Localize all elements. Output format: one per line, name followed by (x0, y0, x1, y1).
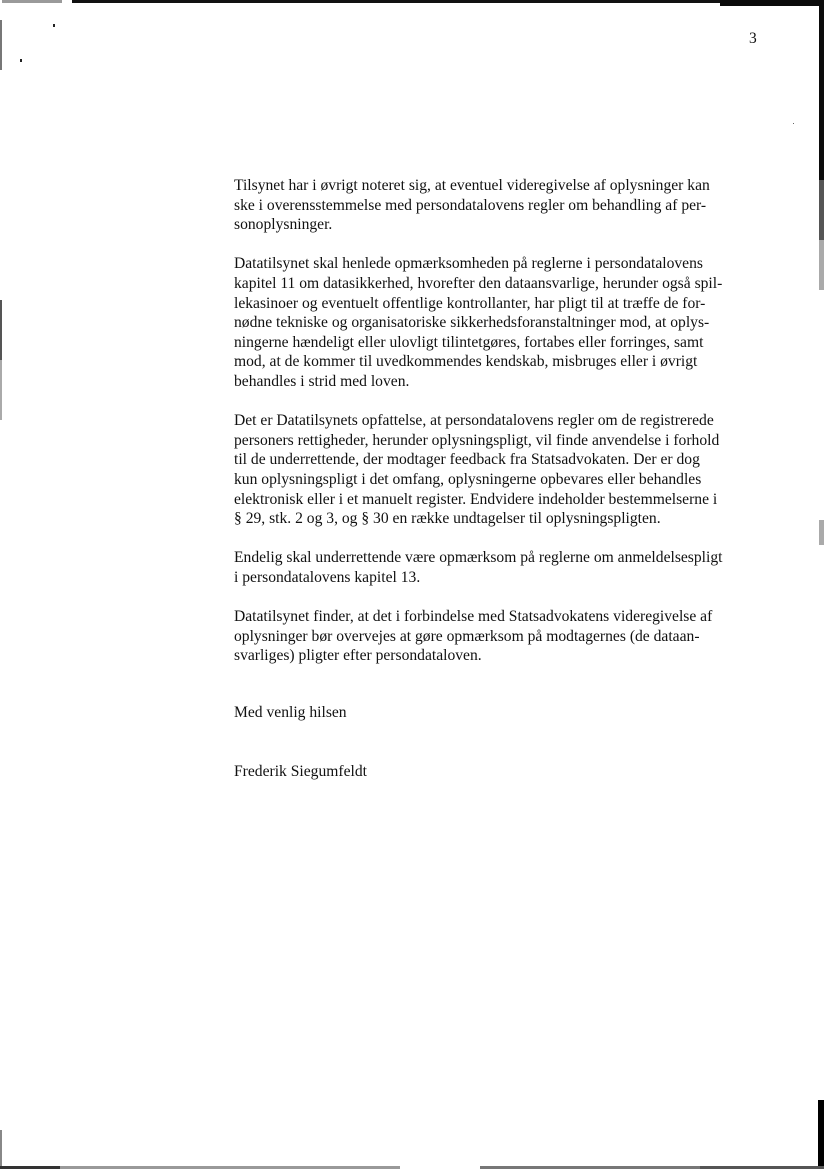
text-line: Det er Datatilsynets opfattelse, at persondatalovens regler om de registrerede (234, 412, 714, 430)
page-number: 3 (749, 30, 757, 47)
text-line: elektronisk eller i et manuelt register. Endvidere indeholder bestemmelserne i (234, 490, 718, 508)
text-line: til de underrettende, der modtager feedback fra Statsadvokaten. Der er dog (234, 451, 700, 469)
closing-salutation: Med venlig hilsen (234, 704, 347, 721)
text-line: oplysninger bør overvejes at gøre opmærksom på modtagernes (de dataan- (234, 627, 700, 645)
signature-name: Frederik Siegumfeldt (234, 763, 367, 780)
text-line: ske i overensstemmelse med persondatalovens regler om behandling af per- (234, 196, 707, 214)
text-line: § 29, stk. 2 og 3, og § 30 en række undtagelser til oplysningspligten. (234, 510, 661, 528)
paragraph-information-duty (234, 411, 764, 529)
text-line: svarliges) pligter efter persondataloven. (234, 647, 482, 665)
text-line: Tilsynet har i øvrigt noteret sig, at eventuel videregivelse af oplysninger kan (234, 177, 710, 194)
text-line: i persondatalovens kapitel 13. (234, 568, 421, 586)
text-line: Endelig skal underrettende være opmærksom på reglerne om anmeldelsespligt (234, 549, 723, 567)
text-line: lekasinoer og eventuelt offentlige kontrollanter, har pligt til at træffe de for- (234, 294, 706, 312)
scan-speck (20, 59, 22, 62)
scan-speck (53, 24, 55, 27)
text-line: Datatilsynet skal henlede opmærksomheden på reglerne i persondatalovens (234, 255, 703, 273)
text-line: mod, at de kommer til uvedkommendes kendskab, misbruges eller i øvrigt (234, 353, 698, 371)
text-line: kapitel 11 om datasikkerhed, hvorefter den dataansvarlige, herunder også spil- (234, 274, 723, 292)
scan-border-left (0, 0, 2, 1169)
paragraph-data-security (234, 254, 764, 391)
scan-border-right (819, 0, 824, 1169)
paragraph-disclosure (234, 176, 764, 235)
text-line: kun oplysningspligt i det omfang, oplysningerne opbevares eller behandles (234, 470, 702, 488)
letter-body (234, 176, 764, 685)
text-line: behandles i strid med loven. (234, 372, 410, 390)
scan-border-top-band (720, 0, 824, 6)
text-line: personers rettigheder, herunder oplysningspligt, vil finde anvendelse i forhold (234, 431, 720, 449)
scan-border-right-bottom (818, 1100, 824, 1169)
text-line: Datatilsynet finder, at det i forbindelse med Statsadvokatens videregivelse af (234, 608, 713, 626)
scan-border-top (0, 0, 824, 3)
text-line: sonoplysninger. (234, 216, 333, 234)
paragraph-recommendation (234, 607, 764, 666)
text-line: ningerne hændeligt eller ulovligt tilintetgøres, fortabes eller forringes, samt (234, 333, 704, 351)
paragraph-notification-duty (234, 548, 764, 587)
scan-speck (793, 123, 794, 124)
text-line: nødne tekniske og organisatoriske sikkerhedsforanstaltninger mod, at oplys- (234, 314, 710, 332)
